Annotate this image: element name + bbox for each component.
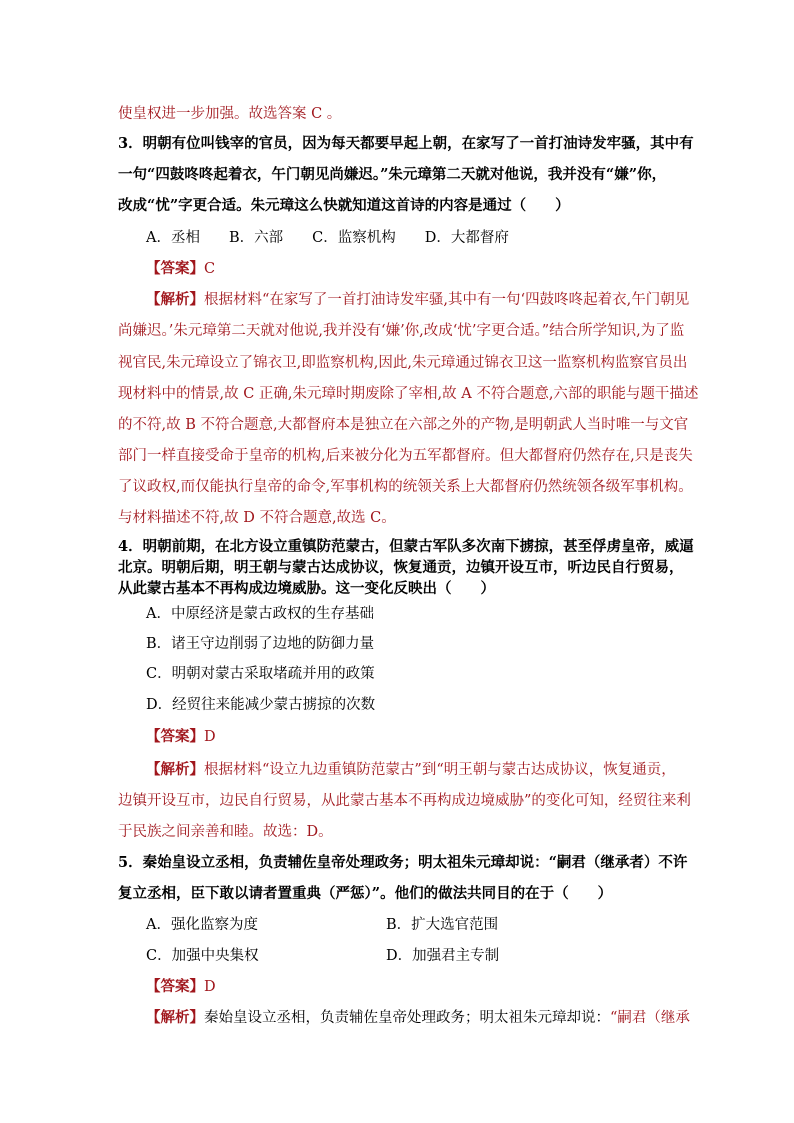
analysis-tag: 【解析】 xyxy=(146,761,204,778)
q4-option-b: B．诸王守边削弱了边地的防御力量 xyxy=(146,636,375,652)
answer-tag: 【答案】 xyxy=(146,260,204,277)
answer-value: C xyxy=(204,261,216,277)
q4-stem-line-1: 4．明朝前期，在北方设立重镇防范蒙古，但蒙古军队多次南下掳掠，甚至俘虏皇帝，威逼 xyxy=(118,538,694,555)
answer-value: D xyxy=(204,729,216,745)
q5-analysis-line-1 xyxy=(146,1008,690,1028)
q3-analysis-line-7: 了议政权,而仅能执行皇帝的命令,军事机构的统领关系上大都督府仍然统领各级军事机构。 xyxy=(118,479,693,495)
q4-stem-line-2: 北京。明朝后期，明王朝与蒙古达成协议，恢复通贡，边镇开设互市，听边民自行贸易， xyxy=(118,559,684,576)
q4-option-d: D．经贸往来能减少蒙古掳掠的次数 xyxy=(146,697,376,713)
q5-stem-line-2: 复立丞相，臣下敢以请者置重典（严惩）”。他们的做法共同目的在于（ ） xyxy=(118,885,613,902)
q5-option-d: D．加强君主专制 xyxy=(386,948,500,964)
q3-analysis-line-2: 尚嫌迟。’朱元璋第二天就对他说,我并没有‘嫌’你,改成‘忧’字更合适。”结合所学知识,为了监 xyxy=(118,323,685,339)
q3-answer xyxy=(146,259,215,279)
answer-tag: 【答案】 xyxy=(146,728,204,745)
analysis-text: 根据材料“设立九边重镇防范蒙古”到“明王朝与蒙古达成协议，恢复通贡， xyxy=(204,762,676,778)
q5-answer xyxy=(146,977,216,997)
q5-option-a: A．强化监察为度 xyxy=(146,917,258,933)
q3-analysis-line-8: 与材料描述不符,故 D 不符合题意,故选 C。 xyxy=(118,510,396,526)
q3-options: A．丞相 B．六部 C．监察机构 D．大都督府 xyxy=(146,230,509,246)
analysis-tag: 【解析】 xyxy=(146,291,204,308)
q4-analysis-line-1 xyxy=(146,760,676,780)
analysis-text: 秦始皇设立丞相，负责辅佐皇帝处理政务；明太祖朱元璋却说： xyxy=(204,1010,610,1026)
q3-analysis-line-5: 的不符,故 B 不符合题意,大都督府本是独立在六部之外的产物,是明朝武人当时唯一与文官 xyxy=(118,417,689,433)
q3-stem-line-2: 一句“四鼓咚咚起着衣，午门朝见尚嫌迟。”朱元璋第二天就对他说，我并没有“嫌”你， xyxy=(118,166,667,183)
q4-option-c: C．明朝对蒙古采取堵疏并用的政策 xyxy=(146,666,375,682)
q3-analysis-line-3: 视官民,朱元璋设立了锦衣卫,即监察机构,因此,朱元璋通过锦衣卫这一监察机构监察官员出 xyxy=(118,355,688,371)
q3-stem-line-1: 3．明朝有位叫钱宰的官员，因为每天都要早起上朝，在家写了一首打油诗发牢骚，其中有 xyxy=(118,135,694,152)
answer-value: D xyxy=(204,979,216,995)
q5-option-b: B．扩大选官范围 xyxy=(386,917,499,933)
q3-analysis-line-1 xyxy=(146,290,689,310)
answer-tag: 【答案】 xyxy=(146,978,204,995)
q4-answer xyxy=(146,727,216,747)
analysis-tag: 【解析】 xyxy=(146,1009,204,1026)
q4-stem-line-3: 从此蒙古基本不再构成边境威胁。这一变化反映出（ ） xyxy=(118,580,495,597)
q3-analysis-line-4: 现材料中的情景,故 C 正确,朱元璋时期废除了宰相,故 A 不符合题意,六部的职能与题干描述 xyxy=(118,386,699,402)
q4-analysis-line-3: 于民族之间亲善和睦。故选：D。 xyxy=(118,824,333,840)
q4-analysis-line-2: 边镇开设互市，边民自行贸易，从此蒙古基本不再构成边境威胁”的变化可知，经贸往来利 xyxy=(118,793,691,809)
analysis-text: 根据材料“在家写了一首打油诗发牢骚,其中有一句‘四鼓咚咚起着衣,午门朝见 xyxy=(204,292,690,308)
q4-option-a: A．中原经济是蒙古政权的生存基础 xyxy=(146,606,374,622)
q3-analysis-line-6: 部门一样直接受命于皇帝的机构,后来被分化为五军都督府。但大都督府仍然存在,只是丧失 xyxy=(118,448,693,464)
q5-stem-line-1: 5．秦始皇设立丞相，负责辅佐皇帝处理政务；明太祖朱元璋却说：“嗣君（继承者）不许 xyxy=(118,854,688,871)
analysis-quote: “嗣君（继承 xyxy=(610,1010,690,1026)
q5-option-c: C．加强中央集权 xyxy=(146,948,259,964)
prev-analysis-tail: 使皇权进一步加强。故选答案 C 。 xyxy=(118,106,342,122)
q3-stem-line-3: 改成“忧”字更合适。朱元璋这么快就知道这首诗的内容是通过（ ） xyxy=(118,197,570,214)
